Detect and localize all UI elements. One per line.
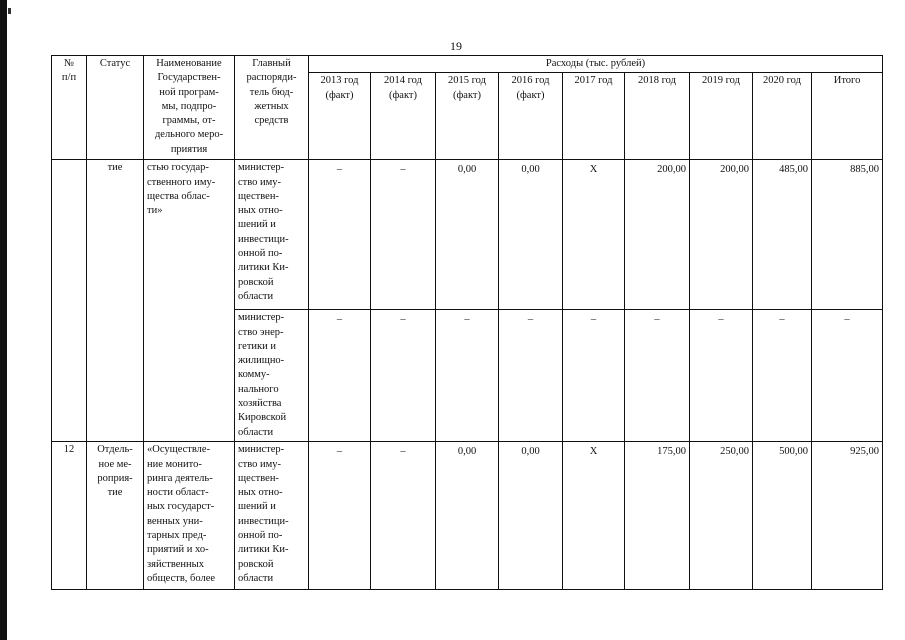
row-status: Отдель- ное ме- роприя- тие xyxy=(87,442,144,590)
value-2020: 500,00 xyxy=(753,442,812,590)
scan-edge-bar xyxy=(0,0,7,640)
header-year-2018: 2018 год xyxy=(625,73,690,160)
value-2019: 250,00 xyxy=(690,442,753,590)
value-2019: 200,00 xyxy=(690,160,753,310)
value-total: – xyxy=(812,310,883,442)
header-status: Статус xyxy=(87,56,144,160)
value-2013: – xyxy=(309,310,371,442)
value-2015: – xyxy=(436,310,499,442)
value-2020: 485,00 xyxy=(753,160,812,310)
header-year-2013: 2013 год (факт) xyxy=(309,73,371,160)
value-2013: – xyxy=(309,160,371,310)
value-2013: – xyxy=(309,442,371,590)
header-year-2019: 2019 год xyxy=(690,73,753,160)
value-2017: – xyxy=(563,310,625,442)
value-2016: 0,00 xyxy=(499,442,563,590)
row-manager: министер- ство иму- ществен- ных отно- шений и инвестици- онной по- литики Ки- ровской области xyxy=(235,160,309,310)
value-2016: – xyxy=(499,310,563,442)
row-manager: министер- ство энер- гетики и жилищно- комму- нального хозяйства Кировской области xyxy=(235,310,309,442)
header-year-2016: 2016 год (факт) xyxy=(499,73,563,160)
header-year-2015: 2015 год (факт) xyxy=(436,73,499,160)
table-row xyxy=(52,442,883,590)
value-2018: – xyxy=(625,310,690,442)
row-name: «Осуществле- ние монито- ринга деятель- ности област- ных государст- венных уни- тарных пред- приятий и хо- зяйственных обществ, более xyxy=(144,442,235,590)
value-2014: – xyxy=(371,442,436,590)
value-2017: Х xyxy=(563,442,625,590)
header-expenses: Расходы (тыс. рублей) xyxy=(309,56,883,73)
header-year-2014: 2014 год (факт) xyxy=(371,73,436,160)
value-2016: 0,00 xyxy=(499,160,563,310)
scan-mark xyxy=(8,8,11,14)
value-2015: 0,00 xyxy=(436,160,499,310)
value-2018: 200,00 xyxy=(625,160,690,310)
header-name: Наименование Государствен- ной програм- мы, подпро- граммы, от- дельного меро- приятия xyxy=(144,56,235,160)
header-year-2017: 2017 год xyxy=(563,73,625,160)
value-2014: – xyxy=(371,310,436,442)
row-name: стью государ- ственного иму- щества облас- ти» xyxy=(144,160,235,442)
value-2019: – xyxy=(690,310,753,442)
value-2020: – xyxy=(753,310,812,442)
value-2015: 0,00 xyxy=(436,442,499,590)
value-2018: 175,00 xyxy=(625,442,690,590)
row-num: 12 xyxy=(52,442,87,590)
value-2014: – xyxy=(371,160,436,310)
header-manager: Главный распоряди- тель бюд- жетных средств xyxy=(235,56,309,160)
page-number: 19 xyxy=(450,39,462,53)
row-num xyxy=(52,160,87,442)
header-num: № п/п xyxy=(52,56,87,160)
header-row-top xyxy=(52,56,883,73)
row-manager: министер- ство иму- ществен- ных отно- шений и инвестици- онной по- литики Ки- ровской области xyxy=(235,442,309,590)
header-year-2020: 2020 год xyxy=(753,73,812,160)
header-total: Итого xyxy=(812,73,883,160)
value-total: 885,00 xyxy=(812,160,883,310)
value-total: 925,00 xyxy=(812,442,883,590)
value-2017: Х xyxy=(563,160,625,310)
expenses-table xyxy=(51,55,883,590)
row-status: тие xyxy=(87,160,144,442)
table-row xyxy=(52,160,883,310)
